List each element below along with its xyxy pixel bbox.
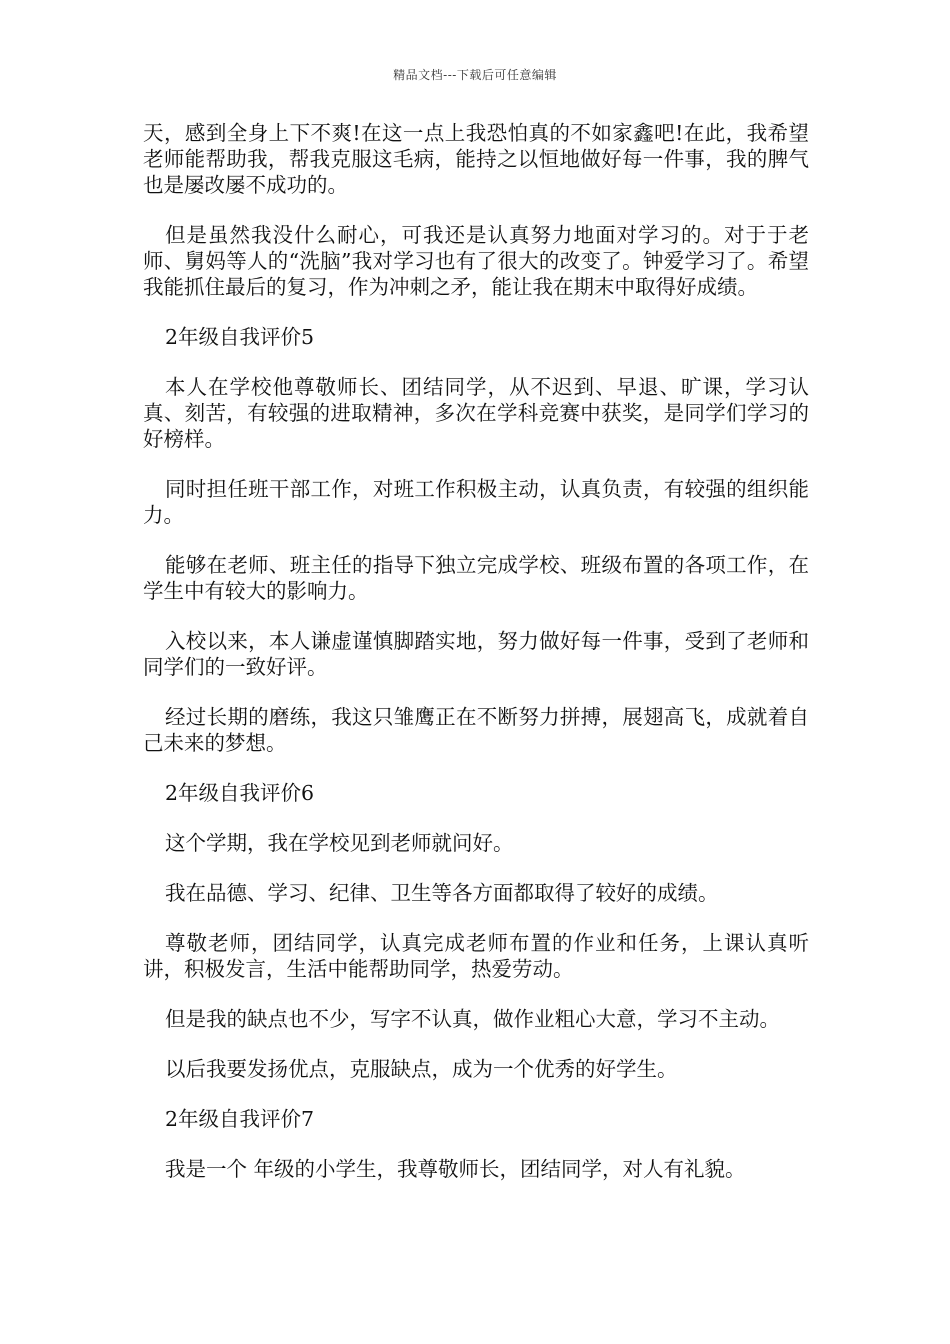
paragraph: 这个学期，我在学校见到老师就问好。 bbox=[165, 831, 514, 855]
section-heading: 2年级自我评价7 bbox=[165, 1107, 315, 1131]
paragraph: 入校以来，本人谦虚谨慎脚踏实地，努力做好每一件事，受到了老师和同学们的一致好评。 bbox=[143, 629, 809, 679]
paragraph: 同时担任班干部工作，对班工作积极主动，认真负责，有较强的组织能力。 bbox=[143, 477, 809, 527]
paragraph: 但是我的缺点也不少，写字不认真，做作业粗心大意，学习不主动。 bbox=[165, 1007, 780, 1031]
paragraph: 以后我要发扬优点，克服缺点，成为一个优秀的好学生。 bbox=[165, 1057, 678, 1081]
paragraph: 能够在老师、班主任的指导下独立完成学校、班级布置的各项工作，在学生中有较大的影响力。 bbox=[143, 553, 809, 603]
paragraph: 天，感到全身上下不爽!在这一点上我恐怕真的不如家鑫吧!在此，我希望老师能帮助我，帮我克服这毛病，能持之以恒地做好每一件事，我的脾气也是屡改屡不成功的。 bbox=[143, 121, 809, 197]
paragraph: 我是一个 年级的小学生，我尊敬师长，团结同学，对人有礼貌。 bbox=[165, 1157, 746, 1181]
paragraph: 经过长期的磨练，我这只雏鹰正在不断努力拼搏，展翅高飞，成就着自己未来的梦想。 bbox=[143, 705, 809, 755]
paragraph: 尊敬老师，团结同学，认真完成老师布置的作业和任务，上课认真听讲，积极发言，生活中能帮助同学，热爱劳动。 bbox=[143, 931, 809, 981]
paragraph: 我在品德、学习、纪律、卫生等各方面都取得了较好的成绩。 bbox=[165, 881, 719, 905]
section-heading: 2年级自我评价6 bbox=[165, 781, 315, 805]
paragraph: 但是虽然我没什么耐心，可我还是认真努力地面对学习的。对于于老师、舅妈等人的“洗脑”我对学习也有了很大的改变了。钟爱学习了。希望我能抓住最后的复习，作为冲刺之矛，能让我在期末中取得好成绩。 bbox=[143, 223, 809, 299]
document-body bbox=[143, 120, 809, 1206]
page-header: 精品文档---下载后可任意编辑 bbox=[393, 68, 557, 82]
paragraph: 本人在学校他尊敬师长、团结同学，从不迟到、早退、旷课，学习认真、刻苦，有较强的进取精神，多次在学科竞赛中获奖，是同学们学习的好榜样。 bbox=[143, 375, 809, 451]
section-heading: 2年级自我评价5 bbox=[165, 325, 315, 349]
